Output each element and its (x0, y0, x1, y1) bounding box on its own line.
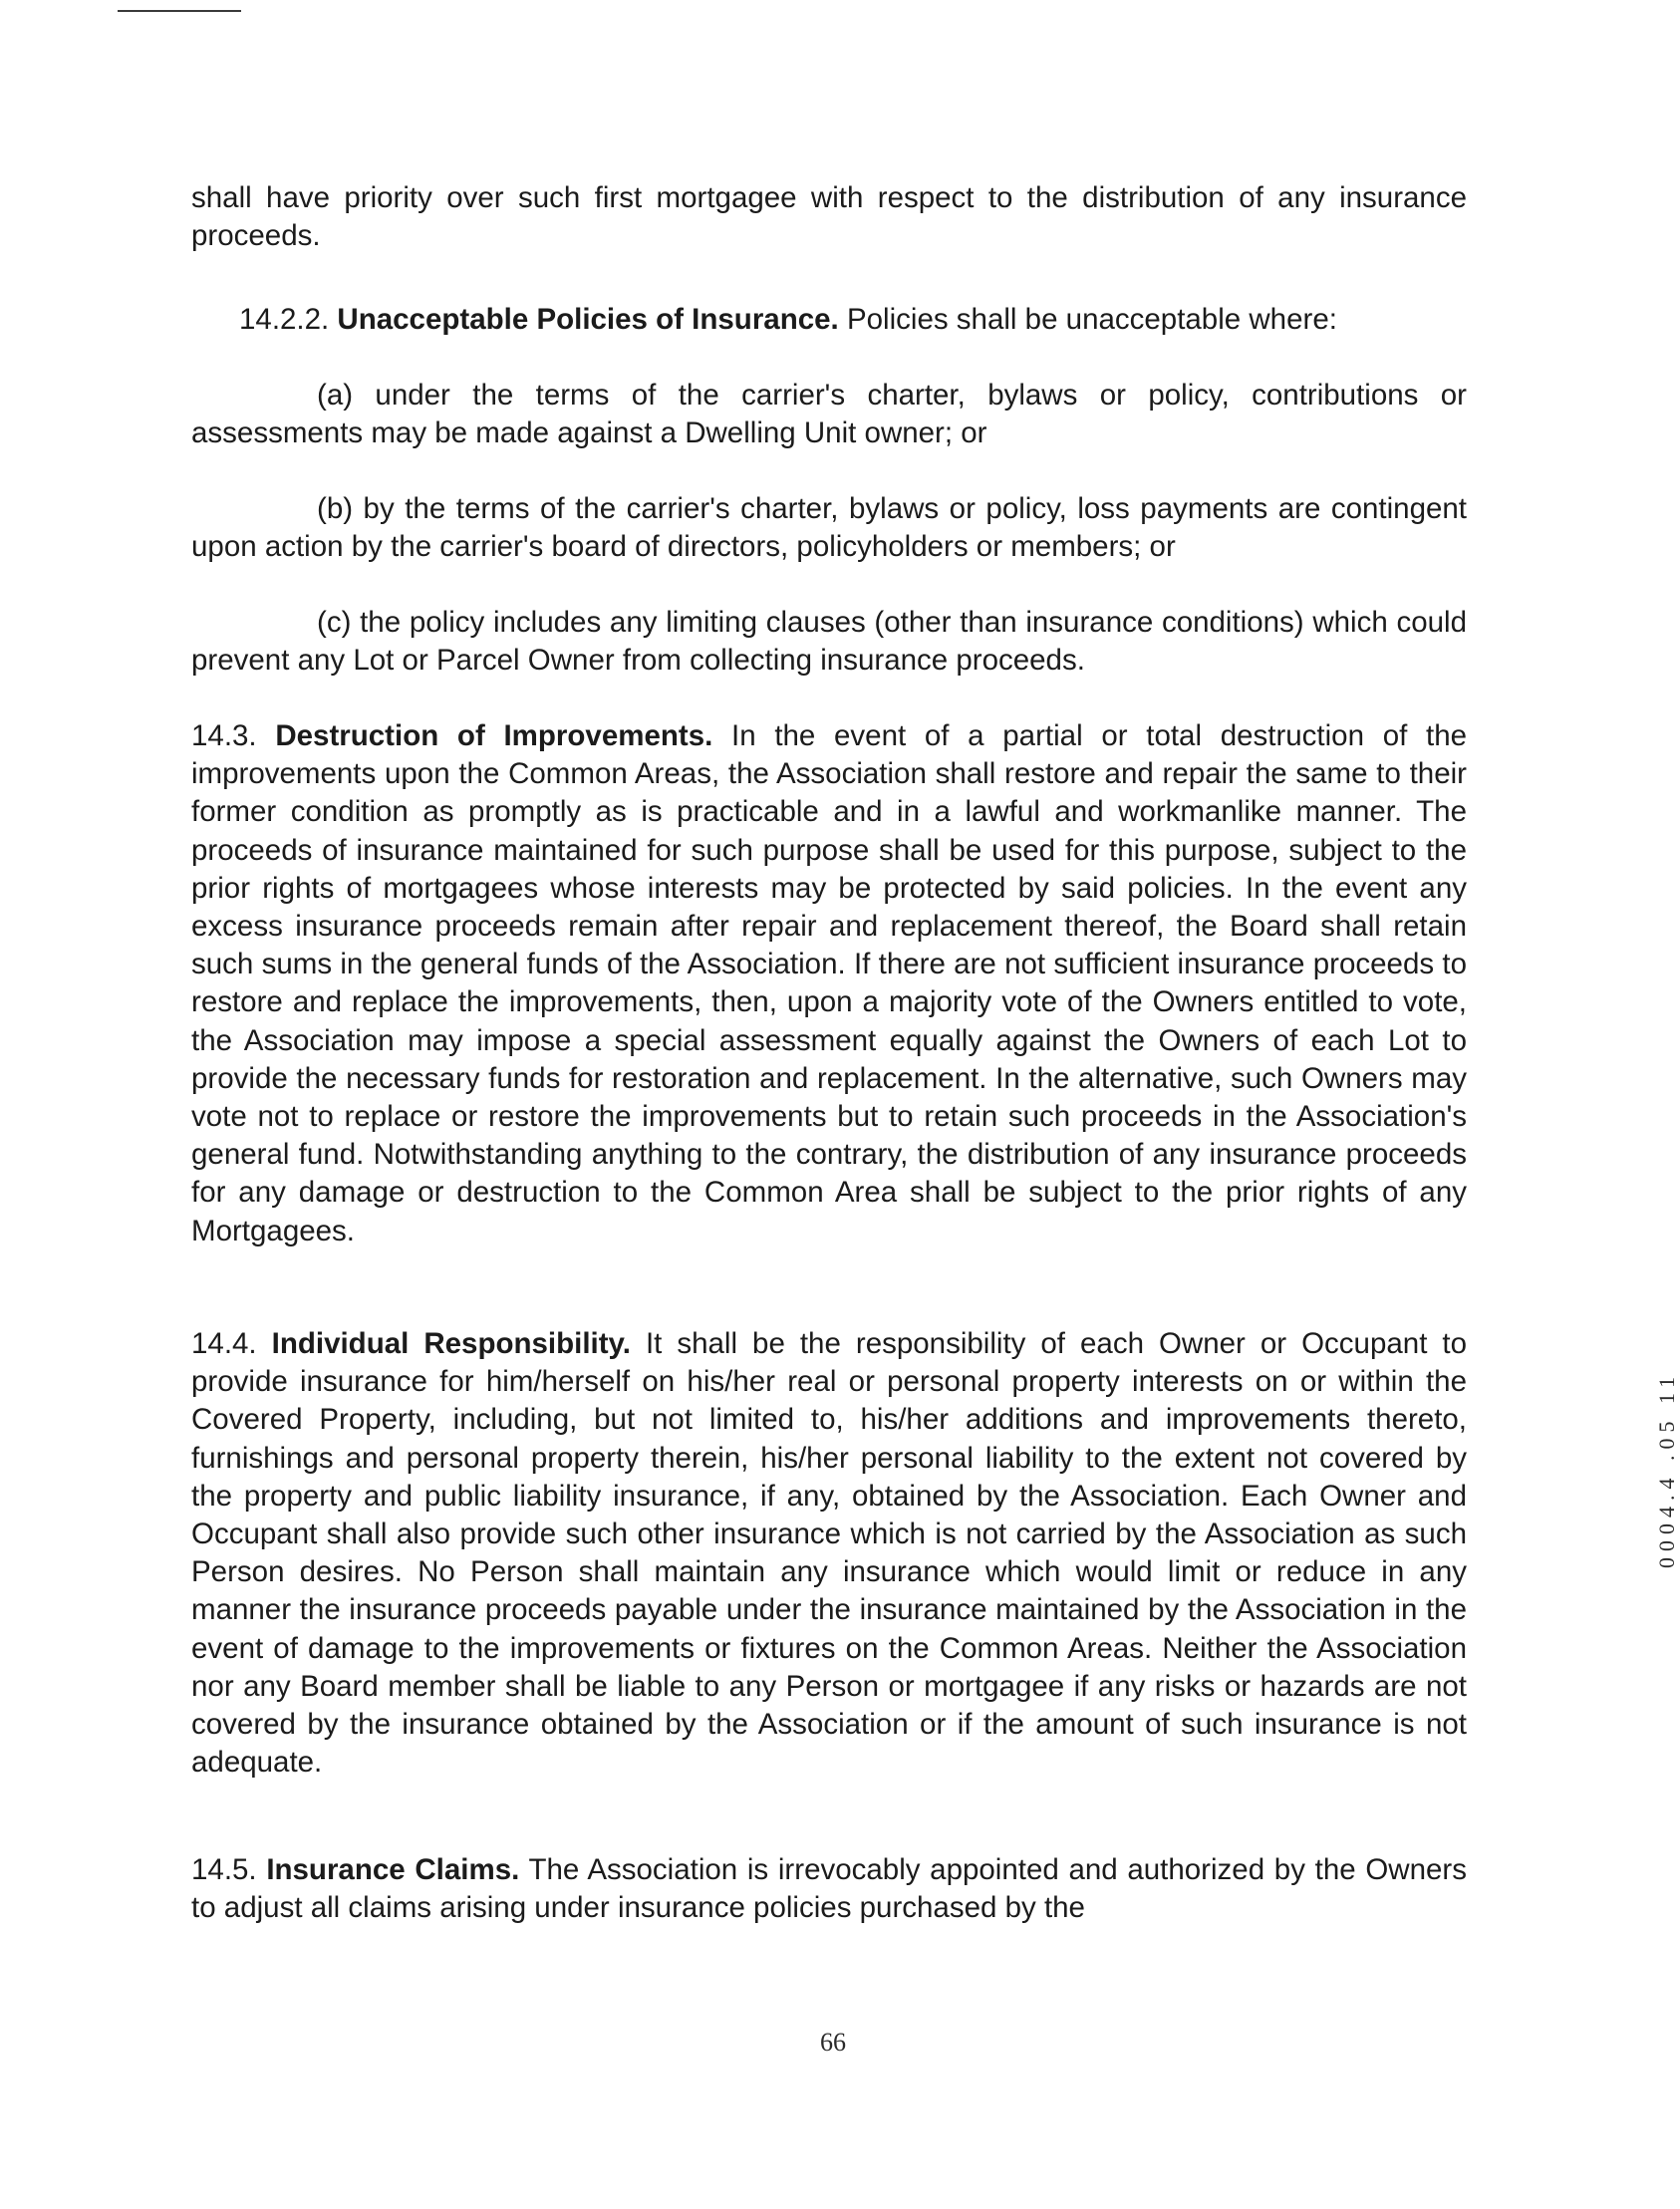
top-rule (118, 10, 241, 12)
section-text: It shall be the responsibility of each Owner or Occupant to provide insurance for him/herself on his/her real or personal property interests on or within the Covered Property, including, but not limited to, his/her additions and improvements thereto, furnishings and personal property therein, his/her personal liability to the extent not covered by the property and public liability insurance, if any, obtained by the Association. Each Owner and Occupant shall also provide such other insurance which is not carried by the Association as such Person desires. No Person shall maintain any insurance which would limit or reduce in any manner the insurance proceeds payable under the insurance maintained by the Association in the event of damage to the improvements or fixtures on the Common Areas. Neither the Association nor any Board member shall be liable to any Person or mortgagee if any risks or hazards are not covered by the insurance obtained by the Association or if the amount of such insurance is not adequate. (191, 1327, 1467, 1780)
section-14-5 (191, 1851, 1467, 1927)
clause-a-text: (a) under the terms of the carrier's charter, bylaws or policy, contributions or assessments may be made against a Dwelling Unit owner; or (191, 379, 1467, 450)
section-text: The Association is irrevocably appointed and authorized by the Owners to adjust all claims arising under insurance policies purchased by the (191, 1853, 1467, 1925)
section-text: Policies shall be unacceptable where: (846, 303, 1337, 336)
section-number: 14.2.2. (239, 303, 330, 336)
section-14-2-2 (191, 301, 1467, 339)
section-number: 14.3. (191, 719, 257, 752)
page-number: 66 (820, 2028, 846, 2057)
clause-a (191, 377, 1467, 452)
section-heading: Individual Responsibility. (271, 1327, 631, 1360)
continuation-text: shall have priority over such first mortgagee with respect to the distribution of any insurance proceeds. (191, 181, 1467, 253)
clause-c (191, 604, 1467, 680)
section-14-4 (191, 1325, 1467, 1782)
section-number: 14.5. (191, 1853, 257, 1886)
section-text: In the event of a partial or total destruction of the improvements upon the Common Areas, the Association shall restore and repair the same to their former condition as promptly as is practicable and in a lawful and workmanlike manner. The proceeds of insurance maintained for such purpose shall be used for this purpose, subject to the prior rights of mortgagees whose interests may be protected by said policies. In the event any excess insurance proceeds remain after repair and replacement thereof, the Board shall retain such sums in the general funds of the Association. If there are not sufficient insurance proceeds to restore and replace the improvements, then, upon a majority vote of the Owners entitled to vote, the Association may impose a special assessment equally against the Owners of each Lot to provide the necessary funds for restoration and replacement. In the alternative, such Owners may vote not to replace or restore the improvements but to retain such proceeds in the Association's general fund. Notwithstanding anything to the contrary, the distribution of any insurance proceeds for any damage or destruction to the Common Area shall be subject to the prior rights of any Mortgagees. (191, 719, 1468, 1247)
clause-b-text: (b) by the terms of the carrier's charter, bylaws or policy, loss payments are contingent upon action by the carrier's board of directors, policyholders or members; or (191, 492, 1467, 564)
section-number: 14.4. (191, 1327, 257, 1360)
document-stamp: 0004.4 .05 11 (1654, 1370, 1679, 1568)
section-heading: Unacceptable Policies of Insurance. (337, 303, 839, 336)
section-heading: Destruction of Improvements. (275, 719, 713, 752)
section-heading: Insurance Claims. (266, 1853, 520, 1886)
clause-c-text: (c) the policy includes any limiting clauses (other than insurance conditions) which could prevent any Lot or Parcel Owner from collecting insurance proceeds. (191, 606, 1467, 678)
section-14-3 (191, 717, 1467, 1250)
clause-b (191, 490, 1467, 566)
continuation-paragraph (191, 179, 1467, 255)
